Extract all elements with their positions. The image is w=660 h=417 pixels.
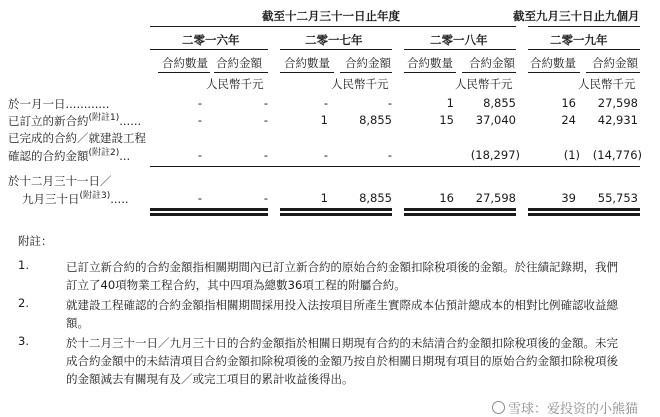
year-header-2018: 二零一八年 — [430, 33, 488, 47]
year-header-2019: 二零一九年 — [550, 33, 608, 47]
table-cell: 42,931 — [597, 113, 638, 127]
table-cell: 8,855 — [359, 191, 392, 205]
table-cell: 55,753 — [597, 191, 638, 205]
table-cell: 27,598 — [597, 96, 638, 110]
row-label-text: 於一月一日 — [8, 97, 66, 111]
row-label-closing-line2 — [22, 191, 129, 207]
period-header-year-end: 截至十二月三十一日止年度 — [262, 9, 400, 23]
row-label-opening — [8, 96, 109, 112]
col-head-amount-2016: 合約金額 — [216, 56, 262, 70]
col-underline-count-2018 — [404, 72, 456, 73]
total-double-rule-2018 — [404, 213, 516, 216]
table-cell: 27,598 — [475, 191, 516, 205]
table-cell: - — [197, 96, 202, 110]
table-cell: - — [263, 191, 268, 205]
col-head-amount-2017: 合約金額 — [345, 56, 391, 70]
table-cell: 1 — [320, 191, 328, 205]
col-head-count-2018: 合約數量 — [407, 56, 453, 70]
col-underline-count-2019 — [528, 72, 580, 73]
total-double-rule-2018 — [404, 208, 516, 211]
year-underline-2016 — [150, 49, 268, 50]
row-label-text: 已訂立的新合約 — [8, 114, 89, 128]
footnote-number: 2. — [18, 296, 29, 310]
table-cell: 1 — [320, 113, 328, 127]
footnote-text: 就建設工程確認的合約金額指相關期間採用投入法按項目所產生實際成本佔預計總成本的相對比例確認收益總額。 — [66, 298, 618, 330]
table-cell: - — [197, 191, 202, 205]
table-cell: (14,776) — [592, 148, 642, 162]
col-underline-amount-2016 — [214, 72, 268, 73]
total-double-rule-2019 — [528, 208, 640, 211]
footnote-number: 1. — [18, 258, 29, 272]
col-head-amount-2018: 合約金額 — [469, 56, 515, 70]
col-head-count-2019: 合約數量 — [530, 56, 576, 70]
year-underline-2019 — [528, 49, 640, 50]
watermark-text: 雪球：爱投资的小熊猫 — [508, 402, 639, 417]
col-underline-count-2017 — [280, 72, 334, 73]
table-cell: - — [263, 113, 268, 127]
period-header-nine-months: 截至九月三十日止九個月 — [513, 9, 640, 23]
table-cell: 16 — [561, 96, 576, 110]
table-cell: 37,040 — [475, 113, 516, 127]
table-cell: - — [263, 148, 268, 162]
table-cell: 15 — [439, 113, 454, 127]
table-cell: - — [323, 148, 328, 162]
unit-label-2018: 人民幣千元 — [455, 77, 513, 91]
footnotes-title: 附註： — [18, 234, 53, 248]
col-underline-amount-2019 — [586, 72, 640, 73]
row-label-dots: ... — [119, 149, 131, 163]
footnote-text: 於十二月三十一日／九月三十日的合約金額指於相關日期現有合約的未結清合約金額扣除稅項後的金額。未完成合約金額中的未結清項目合約金額扣除稅項後的金額乃按自於相關日期現有項目的原始合約金額扣除稅項後的金額減去有關現有及／或完工項目的累計收益後得出。 — [66, 336, 618, 386]
period-underline-year-end — [150, 26, 516, 27]
table-cell: - — [387, 96, 392, 110]
table-cell: - — [197, 148, 202, 162]
snowball-logo-icon — [492, 401, 505, 414]
table-cell: 16 — [439, 191, 454, 205]
table-cell: 24 — [561, 113, 576, 127]
year-underline-2018 — [404, 49, 516, 50]
row-footnote-ref: (附註1) — [88, 113, 120, 124]
row-label-dots: ..... — [110, 192, 129, 206]
total-double-rule-2019 — [528, 213, 640, 216]
year-underline-2017 — [280, 49, 392, 50]
row-label-completed-line2 — [8, 148, 130, 164]
row-label-text: 九月三十日 — [22, 192, 80, 206]
total-double-rule-2017 — [280, 213, 392, 216]
row-label-dots: ............ — [65, 97, 110, 111]
table-cell: (18,297) — [470, 148, 520, 162]
col-underline-amount-2017 — [340, 72, 392, 73]
footnote-text: 已訂立新合約的合約金額指相關期間內已訂立新合約的原始合約金額扣除稅項後的金額。於往績記錄期，我們訂立了40項物業工程合約，其中四項為總數36項工程的附屬合約。 — [66, 260, 618, 292]
row-footnote-ref: (附註3) — [79, 191, 111, 202]
row-label-dots: ...... — [119, 114, 142, 128]
table-cell: 39 — [561, 191, 576, 205]
table-cell: - — [263, 96, 268, 110]
period-underline-nine-months — [528, 26, 640, 27]
row-label-new-contracts — [8, 113, 141, 129]
watermark — [492, 398, 638, 417]
unit-label-2017: 人民幣千元 — [331, 77, 389, 91]
footnote-number: 3. — [18, 334, 29, 348]
table-cell: - — [323, 96, 328, 110]
row-label-completed-line1: 已完成的合約／就建設工程 — [8, 131, 146, 145]
year-header-2016: 二零一六年 — [182, 33, 240, 47]
table-cell: 8,855 — [483, 96, 516, 110]
total-double-rule-2016 — [150, 213, 268, 216]
table-cell: - — [197, 113, 202, 127]
col-head-count-2016: 合約數量 — [162, 56, 208, 70]
subtotal-rule — [150, 166, 640, 167]
row-footnote-ref: (附註2) — [88, 148, 120, 159]
table-cell: (1) — [563, 148, 580, 162]
row-label-closing-line1: 於十二月三十一日／ — [8, 174, 112, 188]
col-head-count-2017: 合約數量 — [284, 56, 330, 70]
row-label-text: 確認的合約金額 — [8, 149, 89, 163]
col-underline-amount-2018 — [462, 72, 516, 73]
table-cell: 8,855 — [359, 113, 392, 127]
total-double-rule-2016 — [150, 208, 268, 211]
table-cell: 1 — [446, 96, 454, 110]
unit-label-2019: 人民幣千元 — [578, 77, 636, 91]
total-double-rule-2017 — [280, 208, 392, 211]
unit-label-2016: 人民幣千元 — [206, 77, 264, 91]
col-head-amount-2019: 合約金額 — [592, 56, 638, 70]
table-cell: - — [387, 148, 392, 162]
col-underline-count-2016 — [158, 72, 210, 73]
year-header-2017: 二零一七年 — [305, 33, 363, 47]
